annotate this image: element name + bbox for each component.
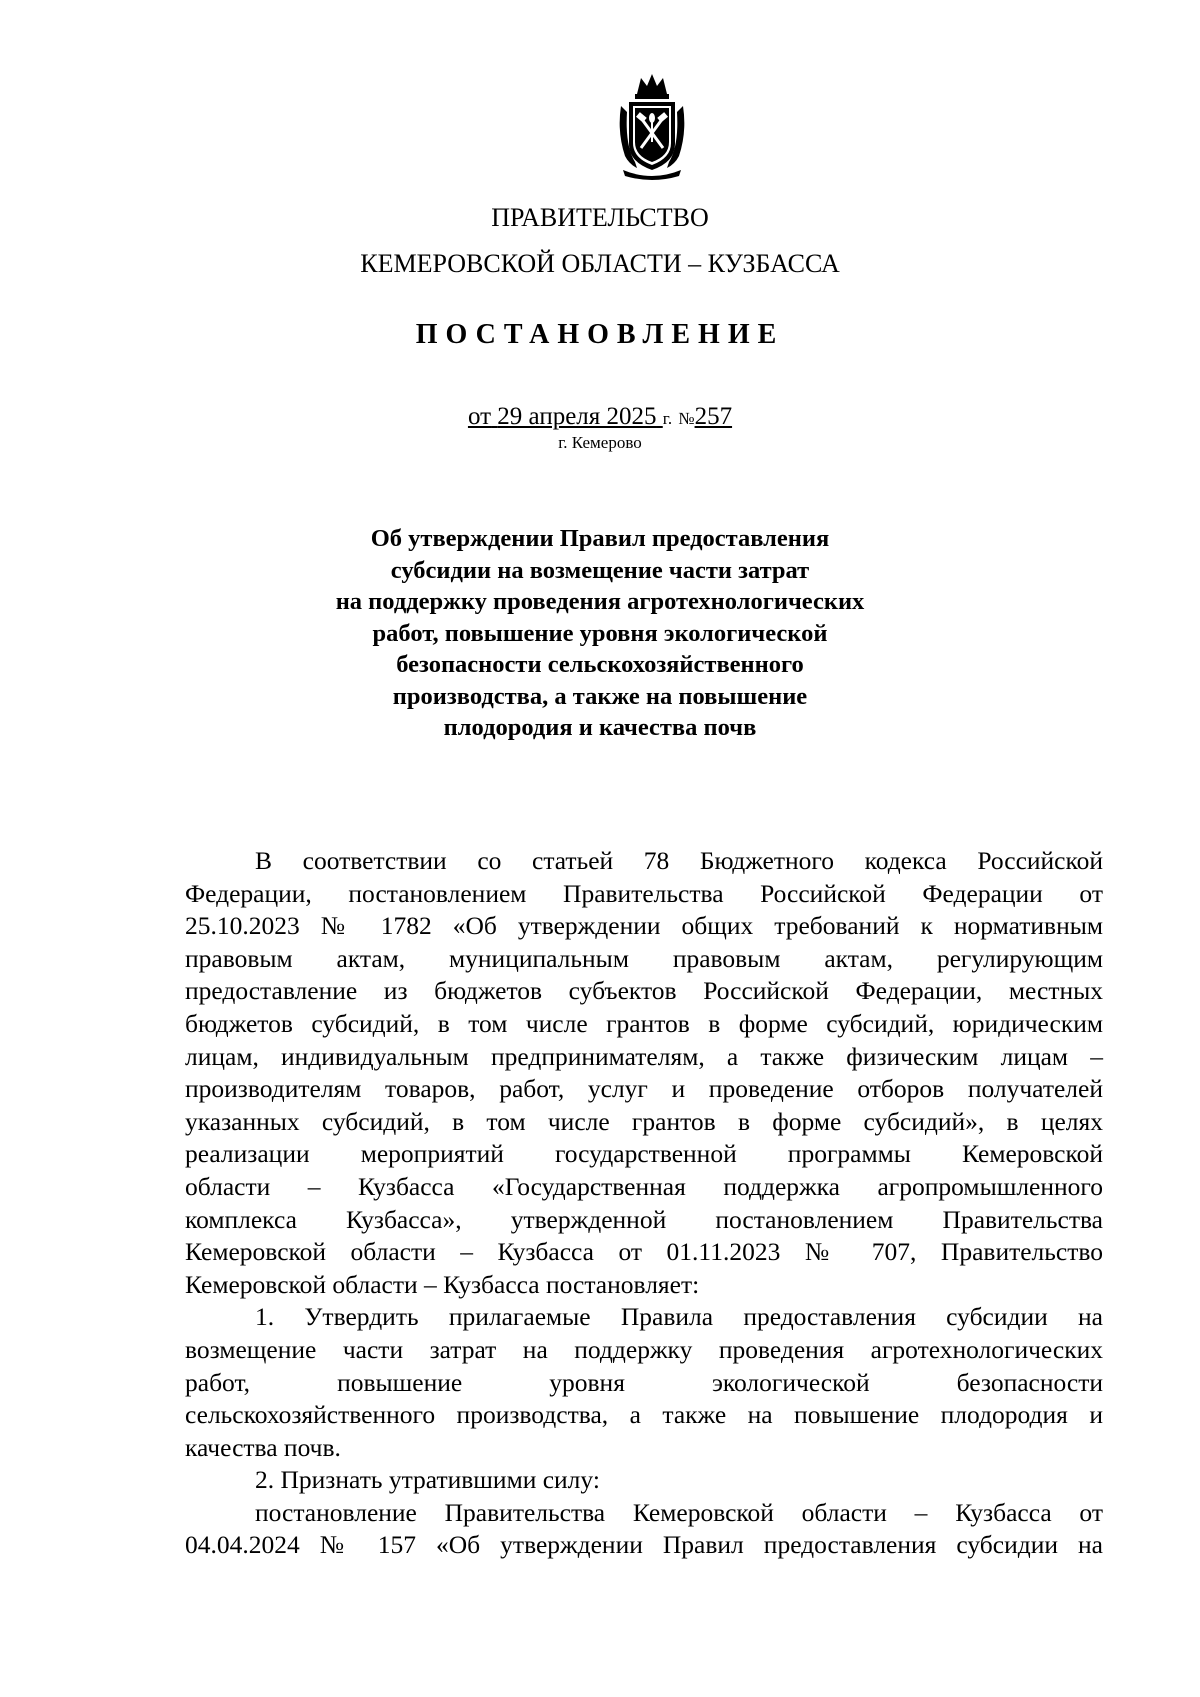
- body-line: области – Кузбасса «Государственная поддержка агропромышленного: [185, 1171, 1103, 1201]
- document-body: [185, 845, 1103, 1562]
- body-line: лицам, индивидуальным предпринимателям, а также физическим лицам –: [185, 1041, 1103, 1071]
- body-line: 04.04.2024 № 157 «Об утверждении Правил предоставления субсидии на: [185, 1530, 1103, 1560]
- body-line: работ, повышение уровня экологической безопасности: [185, 1367, 1103, 1397]
- body-line: 25.10.2023 № 1782 «Об утверждении общих требований к нормативным: [185, 911, 1103, 941]
- body-line: Кемеровской области – Кузбасса от 01.11.2023 № 707, Правительство: [185, 1237, 1103, 1267]
- body-line: правовым актам, муниципальным правовым актам, регулирующим: [185, 943, 1103, 973]
- body-line: Федерации, постановлением Правительства Российской Федерации от: [185, 878, 1103, 908]
- body-line: постановление Правительства Кемеровской области – Кузбасса от: [255, 1497, 1103, 1527]
- body-line: бюджетов субсидий, в том числе грантов в форме субсидий, юридическим: [185, 1008, 1103, 1038]
- body-line: качества почв.: [185, 1432, 341, 1462]
- title-line: безопасности сельскохозяйственного: [396, 651, 804, 678]
- year-suffix: г.: [662, 409, 673, 428]
- title-line: субсидии на возмещение части затрат: [390, 556, 810, 584]
- government-name-line-1: ПРАВИТЕЛЬСТВО: [491, 203, 709, 232]
- body-line: возмещение части затрат на поддержку проведения агротехнологических: [185, 1334, 1103, 1364]
- document-title: [300, 523, 900, 744]
- document-number: 257: [694, 403, 733, 430]
- body-line: производителям товаров, работ, услуг и проведение отборов получателей: [185, 1074, 1103, 1104]
- body-line: предоставление из бюджетов субъектов Российской Федерации, местных: [185, 976, 1103, 1006]
- document-type-heading: ПОСТАНОВЛЕНИЕ: [415, 319, 785, 350]
- city-name: г. Кемерово: [558, 433, 642, 452]
- title-line: производства, а также на повышение: [392, 682, 808, 710]
- body-line: реализации мероприятий государственной программы Кемеровской: [185, 1139, 1103, 1169]
- title-line: работ, повышение уровня экологической: [372, 619, 828, 647]
- date-prefix: от: [467, 403, 492, 430]
- body-line: В соответствии со статьей 78 Бюджетного кодекса Российской: [255, 846, 1103, 875]
- title-line: на поддержку проведения агротехнологических: [335, 588, 865, 615]
- body-line: Кемеровской области – Кузбасса постановляет:: [185, 1269, 700, 1299]
- document-date: 29 апреля 2025: [497, 403, 657, 430]
- government-name-line-2: КЕМЕРОВСКОЙ ОБЛАСТИ – КУЗБАССА: [360, 249, 840, 278]
- body-line: 1. Утвердить прилагаемые Правила предоставления субсидии на: [255, 1302, 1103, 1332]
- kuzbass-coat-of-arms-icon: [615, 72, 689, 182]
- body-line: сельскохозяйственного производства, а также на повышение плодородия и: [185, 1400, 1103, 1430]
- body-line: указанных субсидий, в том числе грантов в форме субсидий», в целях: [185, 1106, 1103, 1136]
- body-line: 2. Признать утратившими силу:: [255, 1465, 600, 1495]
- title-line: плодородия и качества почв: [443, 714, 757, 741]
- title-line: Об утверждении Правил предоставления: [370, 525, 830, 552]
- number-sign: №: [678, 409, 695, 428]
- date-and-number-line: [0, 402, 1200, 434]
- body-line: комплекса Кузбасса», утвержденной постановлением Правительства: [185, 1204, 1103, 1234]
